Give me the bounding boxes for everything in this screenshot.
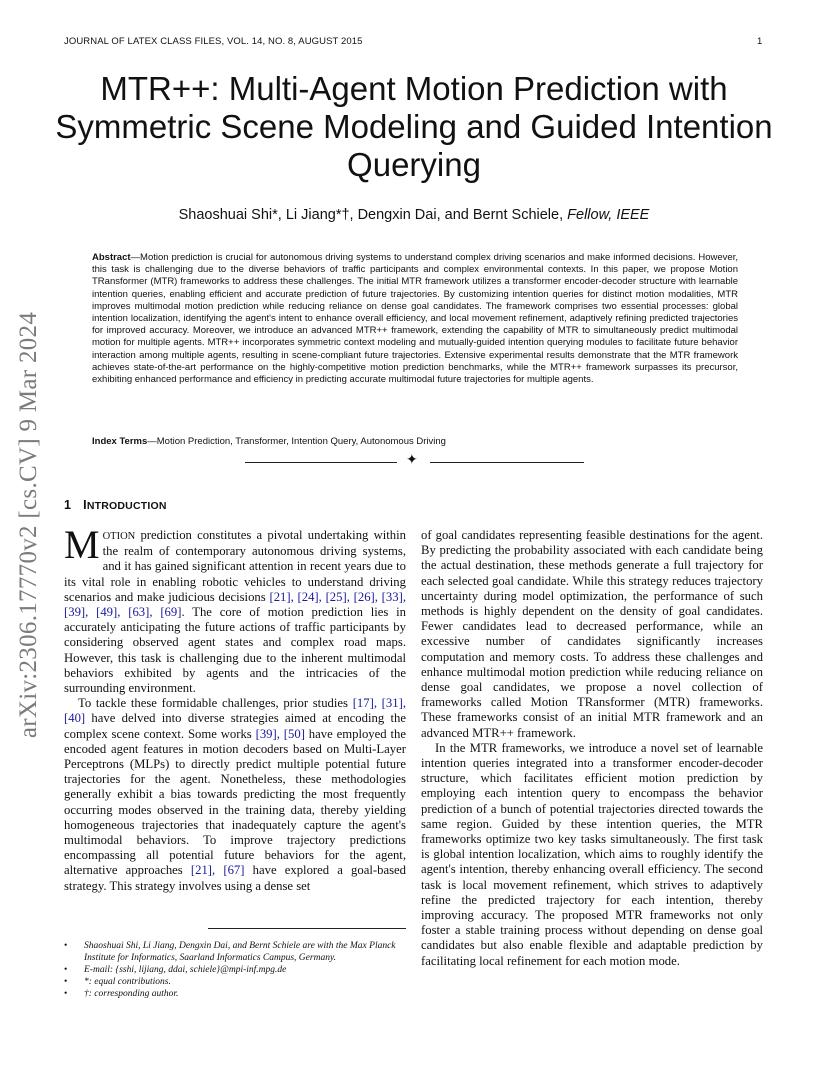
index-terms-label: Index Terms xyxy=(92,436,148,447)
paragraph: of goal candidates representing feasible destinations for the agent. By predicting the probability associated with each candidate being the actual destination, these methods generate a full trajectory for each selected goal candidate. While this strategy reduces trajectory uncertainty during model optimization, the performance of such methods is highly dependent on the density of goal candidates. Fewer candidates lead to decreased performance, while an excessive number of candidates significantly increases computation and memory costs. To address these challenges and enhance multimodal motion prediction while reducing reliance on dense goal candidates, we propose a novel collection of frameworks called Motion TRansformer (MTR) frameworks. These frameworks consist of an initial MTR framework and an advanced MTR++ framework. xyxy=(421,528,763,740)
title-line-1: MTR++: Multi-Agent Motion Prediction with xyxy=(100,70,728,107)
paragraph-text: have delved into diverse strategies aimed at encoding the complex scene context. Some works xyxy=(64,711,406,741)
separator-line-right xyxy=(430,462,584,463)
left-column xyxy=(64,522,406,894)
footnotes xyxy=(64,940,406,1000)
abstract xyxy=(92,252,738,386)
index-terms xyxy=(92,436,738,447)
abstract-text: —Motion prediction is crucial for autonomous driving systems to understand complex driving scenarios and make informed decisions. However, this task is challenging due to the diverse behaviors of traffic participants and complex environmental contexts. In this paper, we propose Motion TRansformer (MTR) frameworks to address these challenges. The initial MTR framework utilizes a transformer encoder-decoder structure with learnable intention queries, enabling efficient and accurate prediction of future trajectories. By customizing intention queries for distinct motion modalities, MTR improves multimodal motion prediction while reducing reliance on dense goal candidates. The framework comprises two essential processes: global intention localization, identifying the agent's intent to enhance overall efficiency, and local movement refinement, adaptively refining predicted trajectories for improved accuracy. Moreover, we introduce an advanced MTR++ framework, extending the capability of MTR to simultaneously predict multimodal motion for multiple agents. MTR++ incorporates symmetric context modeling and mutually-guided intention querying modules to facilitate future behavior interaction among multiple agents, resulting in scene-compliant future trajectories. Extensive experimental results demonstrate that the MTR framework achieves state-of-the-art performance on the highly-competitive motion prediction benchmarks, while the MTR++ framework surpasses its precursor, exhibiting enhanced performance and efficiency in predicting accurate multimodal future trajectories for multiple agents. xyxy=(92,252,738,386)
title-line-3: Querying xyxy=(347,146,481,183)
arxiv-stamp xyxy=(10,290,48,760)
smallcaps-word: OTION xyxy=(102,531,136,542)
section-title-initial: I xyxy=(83,498,87,512)
separator-line-left xyxy=(245,462,397,463)
drop-cap: M xyxy=(64,522,100,567)
citation-link[interactable]: [21], [24], [25], [26], [33], [39], [49], [63], [69] xyxy=(64,589,406,620)
title-line-2: Symmetric Scene Modeling and Guided Intention xyxy=(55,108,773,145)
author-names: Shaoshuai Shi*, Li Jiang*†, Dengxin Dai, and Bernt Schiele, xyxy=(178,207,564,223)
paragraph-text: To tackle these formidable challenges, prior studies xyxy=(78,696,353,711)
paragraph-text: have explored a goal-based strategy. This strategy involves using a dense set xyxy=(64,863,406,893)
right-column xyxy=(421,528,763,969)
paper-title xyxy=(40,70,788,184)
paragraph xyxy=(64,696,406,894)
section-title-rest: NTRODUCTION xyxy=(86,500,167,512)
arxiv-identifier: arXiv:2306.17770v2 [cs.CV] 9 Mar 2024 xyxy=(15,311,42,739)
paragraph-text: . The core of motion prediction lies in accurately anticipating the future actions of traffic participants by considering observed agent states and complex road maps. However, this task is challenging due to the inherent multimodal behaviors exhibited by agents and the intricacies of the surrounding environment. xyxy=(64,605,406,696)
abstract-label: Abstract xyxy=(92,252,131,263)
footnote-item: • Shaoshuai Shi, Li Jiang, Dengxin Dai, and Bernt Schiele are with the Max Planck Institute for Informatics, Saarland Informatics Campus, Germany. xyxy=(64,940,406,964)
paragraph-text: prediction constitutes a pivotal undertaking within the realm of contemporary autonomous driving systems, and it has gained significant attention in recent years due to its vital role in enabling robotic vehicles to understand driving scenarios and make judicious decisions xyxy=(64,528,406,604)
author-fellow: Fellow, IEEE xyxy=(567,207,650,223)
author-list xyxy=(40,207,788,223)
page-number: 1 xyxy=(757,36,763,47)
section-heading xyxy=(64,498,167,512)
section-number: 1 xyxy=(64,498,72,512)
citation-link[interactable]: [17], [31], [40] xyxy=(64,696,406,726)
footnote-rule xyxy=(208,928,406,929)
paragraph-text: have employed the encoded agent features in motion decoders based on Multi-Layer Perceptrons (MLPs) to directly predict multiple potential future trajectories for the agent. Nonetheless, these methodologies generally exhibit a bias towards predicting the most frequently occurring modes observed in the training data, thereby yielding homogeneous trajectories that inadequately capture the agent's multimodal behaviors. To improve trajectory predictions encompassing all potential future behaviors for the agent, alternative approaches xyxy=(64,726,406,878)
paragraph: In the MTR frameworks, we introduce a novel set of learnable intention queries integrated into a transformer encoder-decoder structure, which facilitates efficient motion prediction by employing each intention query to encompass the behavior prediction of a bunch of potential trajectories directed towards the same region. Guided by these intention queries, the MTR frameworks optimize two key tasks simultaneously. The first task is global intention localization, which aims to roughly identify the agent's intention, thereby enhancing overall efficiency. The second task is local movement refinement, which strives to adaptively refine the predicted trajectory for each intention, thereby improving accuracy. The proposed MTR frameworks not only foster a stable training process without depending on dense goal candidates but also enable flexible and adaptable prediction by facilitating local refinement for each motion mode. xyxy=(421,740,763,968)
paragraph xyxy=(64,522,406,696)
separator-star-icon: ✦ xyxy=(406,453,418,468)
running-header: JOURNAL OF LATEX CLASS FILES, VOL. 14, NO. 8, AUGUST 2015 xyxy=(64,36,363,47)
footnote-item: • †: corresponding author. xyxy=(64,988,406,1000)
citation-link[interactable]: [39], [50] xyxy=(255,726,305,741)
footnote-item: • *: equal contributions. xyxy=(64,976,406,988)
footnote-item: • E-mail: {sshi, lijiang, ddai, schiele}@mpi-inf.mpg.de xyxy=(64,964,406,976)
citation-link[interactable]: [21], [67] xyxy=(190,863,245,878)
index-terms-text: —Motion Prediction, Transformer, Intention Query, Autonomous Driving xyxy=(147,436,446,447)
